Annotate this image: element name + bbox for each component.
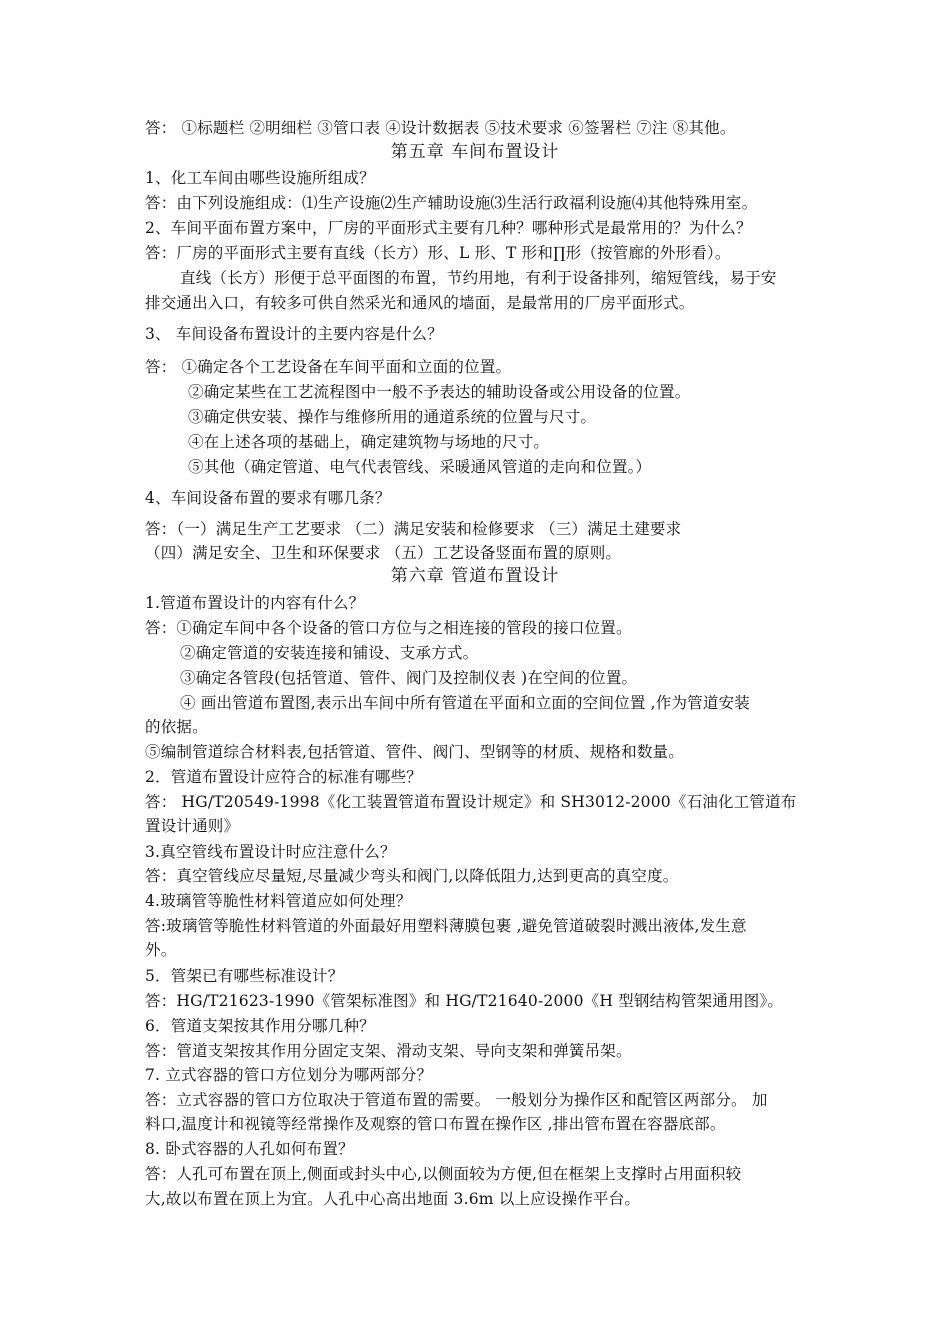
chapter-heading-6: 第六章 管道布置设计 <box>390 566 560 586</box>
question-line: 3.真空管线布置设计时应注意什么？ <box>145 843 396 861</box>
answer-line: 答：立式容器的管口方位取决于管道布置的需要。 一般划分为操作区和配管区两部分。 加 <box>145 1091 768 1109</box>
chapter-heading-5: 第五章 车间布置设计 <box>390 142 560 162</box>
answer-line: 答:玻璃管等脆性材料管道的外面最好用塑料薄膜包裹 ,避免管道破裂时溅出液体,发生意 <box>145 917 747 935</box>
list-item: ⑤编制管道综合材料表,包括管道、管件、阀门、型钢等的材质、规格和数量。 <box>145 743 684 761</box>
question-line: 2．管道布置设计应符合的标准有哪些？ <box>145 768 422 786</box>
question-line: 4、车间设备布置的要求有哪几条？ <box>145 489 391 507</box>
answer-line: 答：厂房的平面形式主要有直线（长方）形、L 形、T 形和∏形（按管廊的外形看）。 <box>145 244 731 262</box>
answer-line: 答：①确定车间中各个设备的管口方位与之相连接的管段的接口位置。 <box>145 619 632 637</box>
question-line: 6．管道支架按其作用分哪几种？ <box>145 1017 375 1035</box>
answer-line: 答： HG/T20549-1998《化工装置管道布置设计规定》和 SH3012-2000《石油化工管道布 <box>145 793 797 811</box>
paragraph-line: 置设计通则》 <box>145 817 240 835</box>
list-item: ④ 画出管道布置图,表示出车间中所有管道在平面和立面的空间位置 ,作为管道安装 <box>180 694 751 712</box>
question-line: 8. 卧式容器的人孔如何布置？ <box>145 1140 354 1158</box>
paragraph-line: 大,故以布置在顶上为宜。人孔中心高出地面 3.6m 以上应设操作平台。 <box>145 1190 641 1208</box>
question-line: 4.玻璃管等脆性材料管道应如何处理？ <box>145 892 412 910</box>
question-line: 2、车间平面布置方案中，厂房的平面形式主要有几种？哪种形式是最常用的？为什么？ <box>145 219 752 237</box>
list-item: ②确定管道的安装连接和铺设、支承方式。 <box>180 644 479 662</box>
question-line: 7. 立式容器的管口方位划分为哪两部分？ <box>145 1066 433 1084</box>
paragraph-line: 直线（长方）形便于总平面图的布置，节约用地，有利于设备排列，缩短管线，易于安 <box>180 269 777 287</box>
answer-line: 答：HG/T21623-1990《管架标准图》和 HG/T21640-2000《H 型钢结构管架通用图》。 <box>145 992 784 1010</box>
paragraph-line: 外。 <box>145 941 177 959</box>
answer-line: 答：真空管线应尽量短,尽量减少弯头和阀门,以降低阻力,达到更高的真空度。 <box>145 867 679 885</box>
answer-line: 答：（一）满足生产工艺要求 （二）满足安装和检修要求 （三）满足土建要求 <box>145 520 682 538</box>
list-item: ④在上述各项的基础上，确定建筑物与场地的尺寸。 <box>188 433 550 451</box>
answer-line: 答： ①标题栏 ②明细栏 ③管口表 ④设计数据表 ⑤技术要求 ⑥签署栏 ⑦注 ⑧其他。 <box>145 119 736 137</box>
answer-line: 答：管道支架按其作用分固定支架、滑动支架、导向支架和弹簧吊架。 <box>145 1042 632 1060</box>
answer-line: 答：由下列设施组成：⑴生产设施⑵生产辅助设施⑶生活行政福利设施⑷其他特殊用室。 <box>145 194 758 212</box>
question-line: 1、化工车间由哪些设施所组成？ <box>145 169 375 187</box>
answer-line: （四）满足安全、卫生和环保要求 （五）工艺设备竖面布置的原则。 <box>145 544 622 562</box>
list-item: ②确定某些在工艺流程图中一般不予表达的辅助设备或公用设备的位置。 <box>188 383 691 401</box>
list-item: ③确定供安装、操作与维修所用的通道系统的位置与尺寸。 <box>188 408 597 426</box>
paragraph-line: 排交通出入口，有较多可供自然采光和通风的墙面，是最常用的厂房平面形式。 <box>145 294 695 312</box>
answer-line: 答：人孔可布置在顶上,侧面或封头中心,以侧面较为方便,但在框架上支撑时占用面积较 <box>145 1165 742 1183</box>
question-line: 3、 车间设备布置设计的主要内容是什么？ <box>145 325 443 343</box>
answer-line: 答： ①确定各个工艺设备在车间平面和立面的位置。 <box>145 358 512 376</box>
paragraph-line: 料口,温度计和视镜等经常操作及观察的管口布置在操作区 ,排出管布置在容器底部。 <box>145 1115 726 1133</box>
paragraph-line: 的依据。 <box>145 718 208 736</box>
list-item: ③确定各管段(包括管道、管件、阀门及控制仪表 )在空间的位置。 <box>180 669 638 687</box>
question-line: 5．管架已有哪些标准设计？ <box>145 967 344 985</box>
question-line: 1.管道布置设计的内容有什么？ <box>145 594 365 612</box>
list-item: ⑤其他（确定管道、电气代表管线、采暖通风管道的走向和位置。） <box>188 458 652 476</box>
